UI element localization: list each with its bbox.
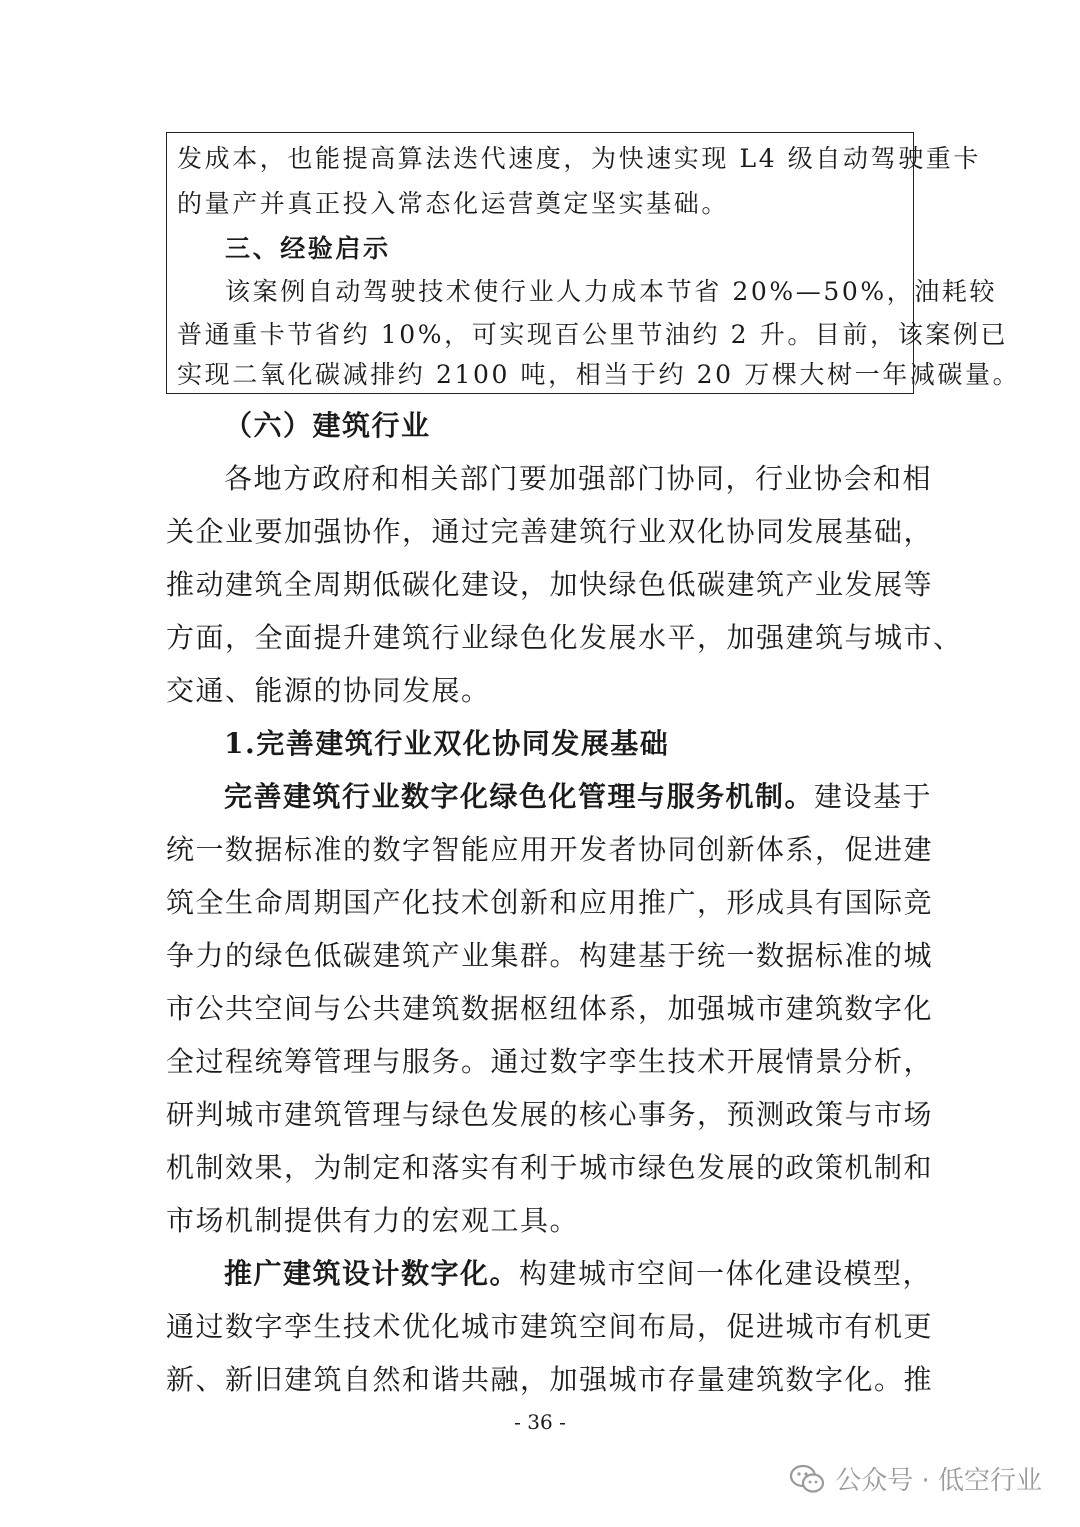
lead-rest: 构建城市空间一体化建设模型， xyxy=(519,1257,933,1290)
subheading: 1.完善建筑行业双化协同发展基础 xyxy=(224,727,670,760)
paragraph-line: 筑全生命周期国产化技术创新和应用推广，形成具有国际竞 xyxy=(166,886,934,919)
box-line: 该案例自动驾驶技术使行业人力成本节省 20%—50%，油耗较 xyxy=(225,277,998,306)
wechat-icon xyxy=(789,1464,825,1494)
paragraph-line: 通过数字孪生技术优化城市建筑空间布局，促进城市有机更 xyxy=(166,1310,934,1343)
box-line: 普通重卡节省约 10%，可实现百公里节油约 2 升。目前，该案例已 xyxy=(177,320,1009,349)
paragraph-line: 争力的绿色低碳建筑产业集群。构建基于统一数据标准的城 xyxy=(166,939,934,972)
paragraph-line: 各地方政府和相关部门要加强部门协同，行业协会和相 xyxy=(224,462,933,495)
box-line: 的量产并真正投入常态化运营奠定坚实基础。 xyxy=(177,189,730,218)
paragraph-line xyxy=(224,1254,932,1294)
lead-rest: 建设基于 xyxy=(814,780,933,813)
paragraph-line: 关企业要加强协作，通过完善建筑行业双化协同发展基础， xyxy=(166,515,934,548)
paragraph-line: 统一数据标准的数字智能应用开发者协同创新体系，促进建 xyxy=(166,833,934,866)
paragraph-line: 推动建筑全周期低碳化建设，加快绿色低碳建筑产业发展等 xyxy=(166,568,934,601)
paragraph-line: 全过程统筹管理与服务。通过数字孪生技术开展情景分析， xyxy=(166,1045,934,1078)
paragraph-line: 研判城市建筑管理与绿色发展的核心事务，预测政策与市场 xyxy=(166,1098,934,1131)
paragraph-line: 市公共空间与公共建筑数据枢纽体系，加强城市建筑数字化 xyxy=(166,992,934,1025)
page-number: - 36 - xyxy=(514,1410,566,1434)
paragraph-line: 机制效果，为制定和落实有利于城市绿色发展的政策机制和 xyxy=(166,1151,934,1184)
watermark-text: 公众号 · 低空行业 xyxy=(835,1466,1042,1496)
paragraph-line: 市场机制提供有力的宏观工具。 xyxy=(166,1204,580,1237)
case-study-box xyxy=(166,132,1021,394)
watermark xyxy=(789,1460,1042,1497)
section-heading: （六）建筑行业 xyxy=(224,409,431,442)
box-line: 实现二氧化碳减排约 2100 吨，相当于约 20 万棵大树一年减碳量。 xyxy=(177,360,1021,389)
paragraph-line: 交通、能源的协同发展。 xyxy=(166,674,491,707)
box-heading: 三、经验启示 xyxy=(225,234,391,263)
paragraph-line: 新、新旧建筑自然和谐共融，加强城市存量建筑数字化。推 xyxy=(166,1363,934,1396)
box-line: 发成本，也能提高算法迭代速度，为快速实现 L4 级自动驾驶重卡 xyxy=(177,144,982,173)
paragraph-line: 方面，全面提升建筑行业绿色化发展水平，加强建筑与城市、 xyxy=(166,621,963,654)
lead-sentence: 推广建筑设计数字化。 xyxy=(224,1257,520,1290)
paragraph-line xyxy=(224,777,932,817)
lead-sentence: 完善建筑行业数字化绿色化管理与服务机制。 xyxy=(224,780,815,813)
